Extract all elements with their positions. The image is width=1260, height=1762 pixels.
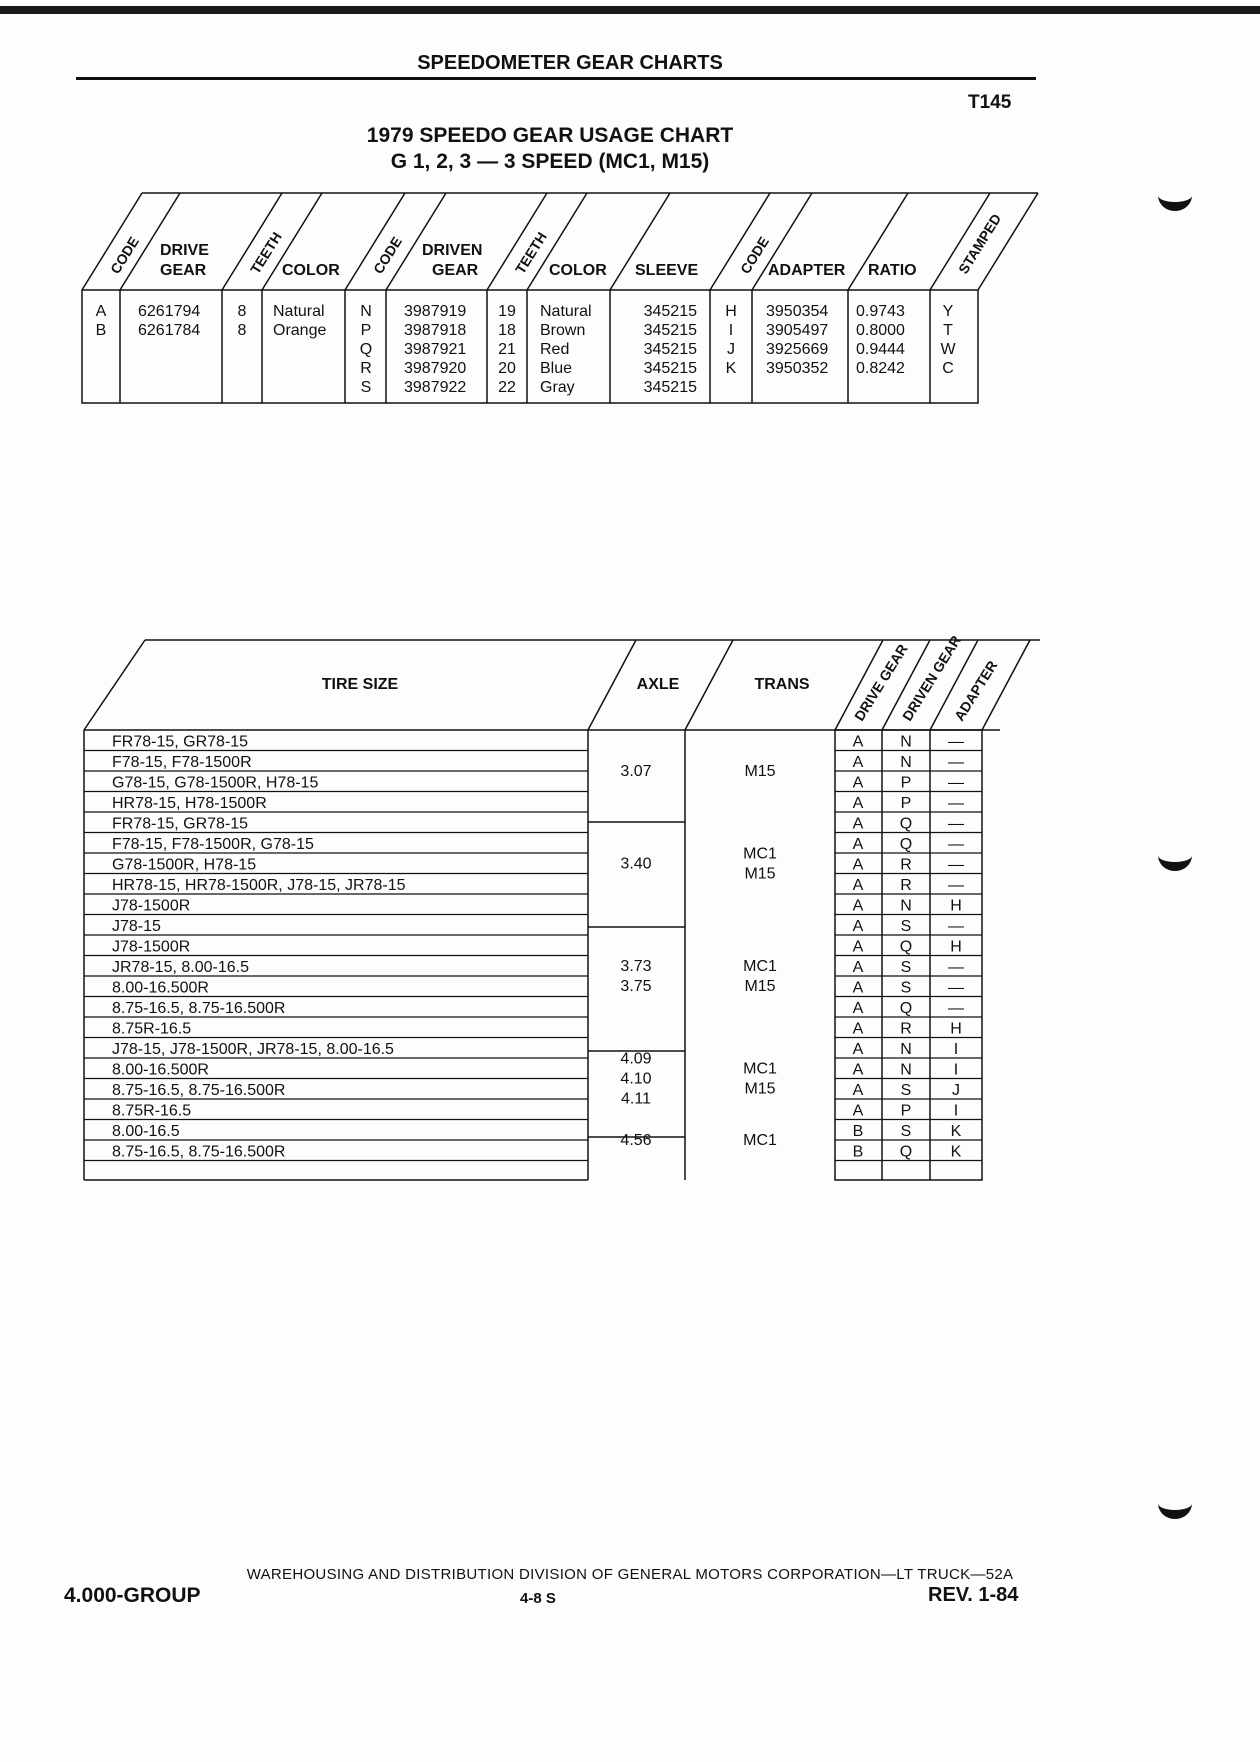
tire-size-cell: 8.75R-16.5 [112,1102,192,1120]
driven-color: Red [540,341,570,358]
table2-axle-trans-groups [620,763,777,1149]
page-code: T145 [968,92,1012,113]
header-driven-gear: DRIVEN GEAR [898,632,965,724]
driven-gear-cell: Q [899,1143,913,1161]
adapter-code: I [728,322,734,339]
header-trans: TRANS [754,676,810,693]
driven-gear-cell: Q [899,938,913,956]
adapter-cell: — [948,774,964,792]
axle-ratio-cell: 4.56 [620,1132,652,1149]
drive-teeth: 8 [237,322,247,339]
drive-gear-cell: A [852,979,864,997]
tire-size-cell: J78-15 [112,918,161,935]
adapter-ratio: 0.9743 [856,303,905,320]
tire-size-cell: J78-1500R [112,897,191,915]
header-drive-gear-1: DRIVE [160,242,209,259]
adapter-ratio: 0.8242 [856,360,905,377]
chart1-subtitle: G 1, 2, 3 — 3 SPEED (MC1, M15) [390,150,710,173]
adapter-code: H [725,303,737,320]
trans-cell: MC1 [743,958,777,975]
tire-size-cell: F78-15, F78-1500R, G78-15 [112,836,314,853]
adapter-cell: — [948,754,964,771]
drive-gear-cell: A [852,754,864,771]
adapter-cell: — [948,918,964,935]
adapter-cell: — [948,836,964,853]
tire-size-cell: 8.00-16.500R [112,979,209,997]
driven-color: Blue [540,360,573,377]
adapter-stamped: C [942,360,954,377]
driven-gear-cell: S [900,918,912,935]
adapter-cell: — [948,856,964,874]
adapter-stamped: W [940,341,956,358]
driven-sleeve: 345215 [643,303,697,320]
adapter-cell: — [948,1000,964,1017]
adapter-cell: H [950,897,962,915]
adapter-ratio: 0.8000 [856,322,905,339]
drive-gear-cell: A [852,1102,864,1120]
header-adapter: ADAPTER [950,657,1001,724]
drive-color: Orange [273,322,327,339]
drive-gear-cell: A [852,918,864,935]
driven-gear-cell: Q [899,815,913,833]
axle-ratio-cell: 3.75 [620,978,652,995]
driven-teeth: 22 [498,379,516,396]
trans-cell: M15 [744,865,776,883]
header-tire-size: TIRE SIZE [321,676,399,693]
driven-code: R [360,360,372,377]
adapter-number: 3925669 [766,341,829,358]
table2-rows [112,734,964,1161]
adapter-stamped: T [943,322,953,339]
driven-gear: 3987920 [404,360,467,377]
trans-cell: MC1 [743,845,777,863]
footer-revision: REV. 1-84 [928,1584,1019,1606]
tire-size-cell: FR78-15, GR78-15 [112,733,249,751]
driven-gear-cell: S [900,1123,912,1140]
driven-gear-cell: N [900,897,912,915]
driven-gear-cell: N [900,1041,912,1058]
header-axle: AXLE [636,676,680,693]
header-code-driven: CODE [369,233,405,277]
header-stamped: STAMPED [954,210,1005,277]
driven-sleeve: 345215 [643,341,697,358]
drive-gear-cell: A [852,1082,864,1099]
adapter-cell: I [953,1041,959,1058]
axle-ratio-cell: 3.07 [620,763,652,780]
header-drive-gear: DRIVE GEAR [850,641,911,724]
chart1-title: 1979 SPEEDO GEAR USAGE CHART [366,124,734,147]
drive-gear-cell: A [852,774,864,792]
drive-teeth: 8 [237,303,247,320]
header-teeth-drive: TEETH [246,229,285,277]
page-title: SPEEDOMETER GEAR CHARTS [417,52,723,74]
axle-ratio-cell: 3.73 [620,958,652,975]
adapter-cell: — [948,979,964,997]
driven-sleeve: 345215 [643,360,697,377]
drive-gear-cell: A [852,1020,864,1038]
tire-size-cell: J78-1500R [112,938,191,956]
driven-gear-cell: R [900,877,912,894]
header-driven-gear-1: DRIVEN [422,242,483,259]
adapter-cell: — [948,795,964,812]
trans-cell: M15 [744,1080,776,1098]
driven-gear-cell: P [900,774,912,792]
drive-gear-cell: A [852,938,864,956]
driven-gear-cell: R [900,856,912,874]
driven-teeth: 19 [498,303,516,320]
driven-gear-cell: P [900,1102,912,1120]
adapter-cell: — [948,733,964,751]
adapter-cell: K [950,1123,962,1140]
driven-teeth: 18 [498,322,516,339]
adapter-stamped: Y [942,303,954,320]
header-adapter: ADAPTER [768,262,846,279]
driven-gear-cell: Q [899,836,913,853]
drive-gear-cell: A [852,733,864,751]
adapter-cell: — [948,815,964,833]
axle-ratio-cell: 4.11 [621,1090,651,1108]
driven-code: Q [359,341,373,358]
header-driven-gear-2: GEAR [432,262,479,279]
tire-size-cell: HR78-15, HR78-1500R, J78-15, JR78-15 [112,877,406,894]
adapter-code: K [725,360,737,377]
trans-cell: M15 [744,763,776,780]
adapter-cell: H [950,938,962,956]
drive-gear-cell: A [852,1000,864,1017]
tire-size-cell: 8.75-16.5, 8.75-16.500R [112,1143,286,1161]
drive-gear-cell: A [852,1041,864,1058]
adapter-cell: — [948,959,964,976]
driven-gear-cell: N [900,733,912,751]
driven-gear-cell: P [900,795,912,812]
adapter-number: 3950352 [766,360,829,377]
drive-gear-cell: A [852,1061,864,1079]
header-drive-gear-2: GEAR [160,262,207,279]
adapter-cell: I [953,1061,959,1079]
driven-gear-cell: R [900,1020,912,1038]
adapter-number: 3950354 [766,303,829,320]
header-code-adapter: CODE [736,233,772,277]
driven-code: N [360,303,372,320]
driven-gear: 3987919 [404,303,467,320]
driven-gear-cell: N [900,1061,912,1079]
driven-code: P [360,322,372,339]
header-sleeve: SLEEVE [635,262,699,279]
drive-code: A [95,303,107,320]
drive-gear-cell: A [852,959,864,976]
adapter-cell: H [950,1020,962,1038]
driven-color: Gray [540,379,575,396]
table2-row-lines [84,751,982,1161]
driven-gear-cell: S [900,959,912,976]
footer-group: 4.000-GROUP [64,1584,201,1607]
driven-code: S [360,379,372,396]
tire-size-cell: F78-15, F78-1500R [112,754,252,771]
drive-gear-cell: A [852,856,864,874]
header-color-drive: COLOR [282,262,340,279]
driven-gear-cell: S [900,1082,912,1099]
tire-size-cell: G78-15, G78-1500R, H78-15 [112,774,319,792]
driven-teeth: 21 [498,341,516,358]
tire-size-cell: 8.75-16.5, 8.75-16.500R [112,1082,286,1099]
drive-gear-cell: A [852,897,864,915]
drive-gear-cell: B [852,1143,864,1161]
adapter-cell: J [952,1082,960,1099]
adapter-code: J [727,341,735,358]
tire-size-cell: FR78-15, GR78-15 [112,815,249,833]
tire-size-cell: HR78-15, H78-1500R [112,795,267,812]
adapter-ratio: 0.9444 [856,341,905,358]
tire-size-cell: 8.75R-16.5 [112,1020,192,1038]
drive-gear-cell: A [852,836,864,853]
driven-gear: 3987918 [404,322,467,339]
adapter-cell: I [953,1102,959,1120]
driven-gear: 3987922 [404,379,467,396]
drive-color: Natural [273,303,325,320]
axle-ratio-cell: 4.09 [620,1050,652,1068]
driven-color: Brown [540,322,586,339]
drive-gear-cell: A [852,815,864,833]
axle-ratio-cell: 3.40 [620,855,652,873]
trans-cell: MC1 [743,1060,777,1078]
header-code-drive: CODE [106,233,142,277]
driven-gear: 3987921 [404,341,467,358]
driven-gear-cell: N [900,754,912,771]
trans-cell: MC1 [743,1132,777,1149]
driven-sleeve: 345215 [643,379,697,396]
tire-size-cell: 8.75-16.5, 8.75-16.500R [112,1000,286,1017]
driven-sleeve: 345215 [643,322,697,339]
drive-code: B [95,322,107,339]
adapter-cell: — [948,877,964,894]
header-ratio: RATIO [868,262,917,279]
tire-size-cell: 8.00-16.5 [112,1123,180,1140]
header-color-driven: COLOR [549,262,607,279]
drive-gear-cell: B [852,1123,864,1140]
drive-gear: 6261784 [138,322,201,339]
tire-size-cell: G78-1500R, H78-15 [112,856,257,874]
footer-page-number: 4-8 S [520,1590,556,1607]
tire-size-cell: J78-15, J78-1500R, JR78-15, 8.00-16.5 [112,1041,394,1058]
driven-gear-cell: Q [899,1000,913,1017]
header-teeth-driven: TEETH [511,229,550,277]
driven-color: Natural [540,303,592,320]
driven-teeth: 20 [498,360,516,377]
driven-gear-cell: S [900,979,912,997]
drive-gear-cell: A [852,877,864,894]
tire-size-cell: JR78-15, 8.00-16.5 [112,959,249,976]
trans-cell: M15 [744,978,776,995]
adapter-cell: K [950,1143,962,1161]
drive-gear-cell: A [852,795,864,812]
adapter-number: 3905497 [766,322,829,339]
drive-gear: 6261794 [138,303,201,320]
footer-publisher: WAREHOUSING AND DISTRIBUTION DIVISION OF GENERAL MOTORS CORPORATION—LT TRUCK—52A [246,1566,1014,1583]
tire-size-cell: 8.00-16.500R [112,1061,209,1079]
axle-ratio-cell: 4.10 [620,1070,652,1088]
